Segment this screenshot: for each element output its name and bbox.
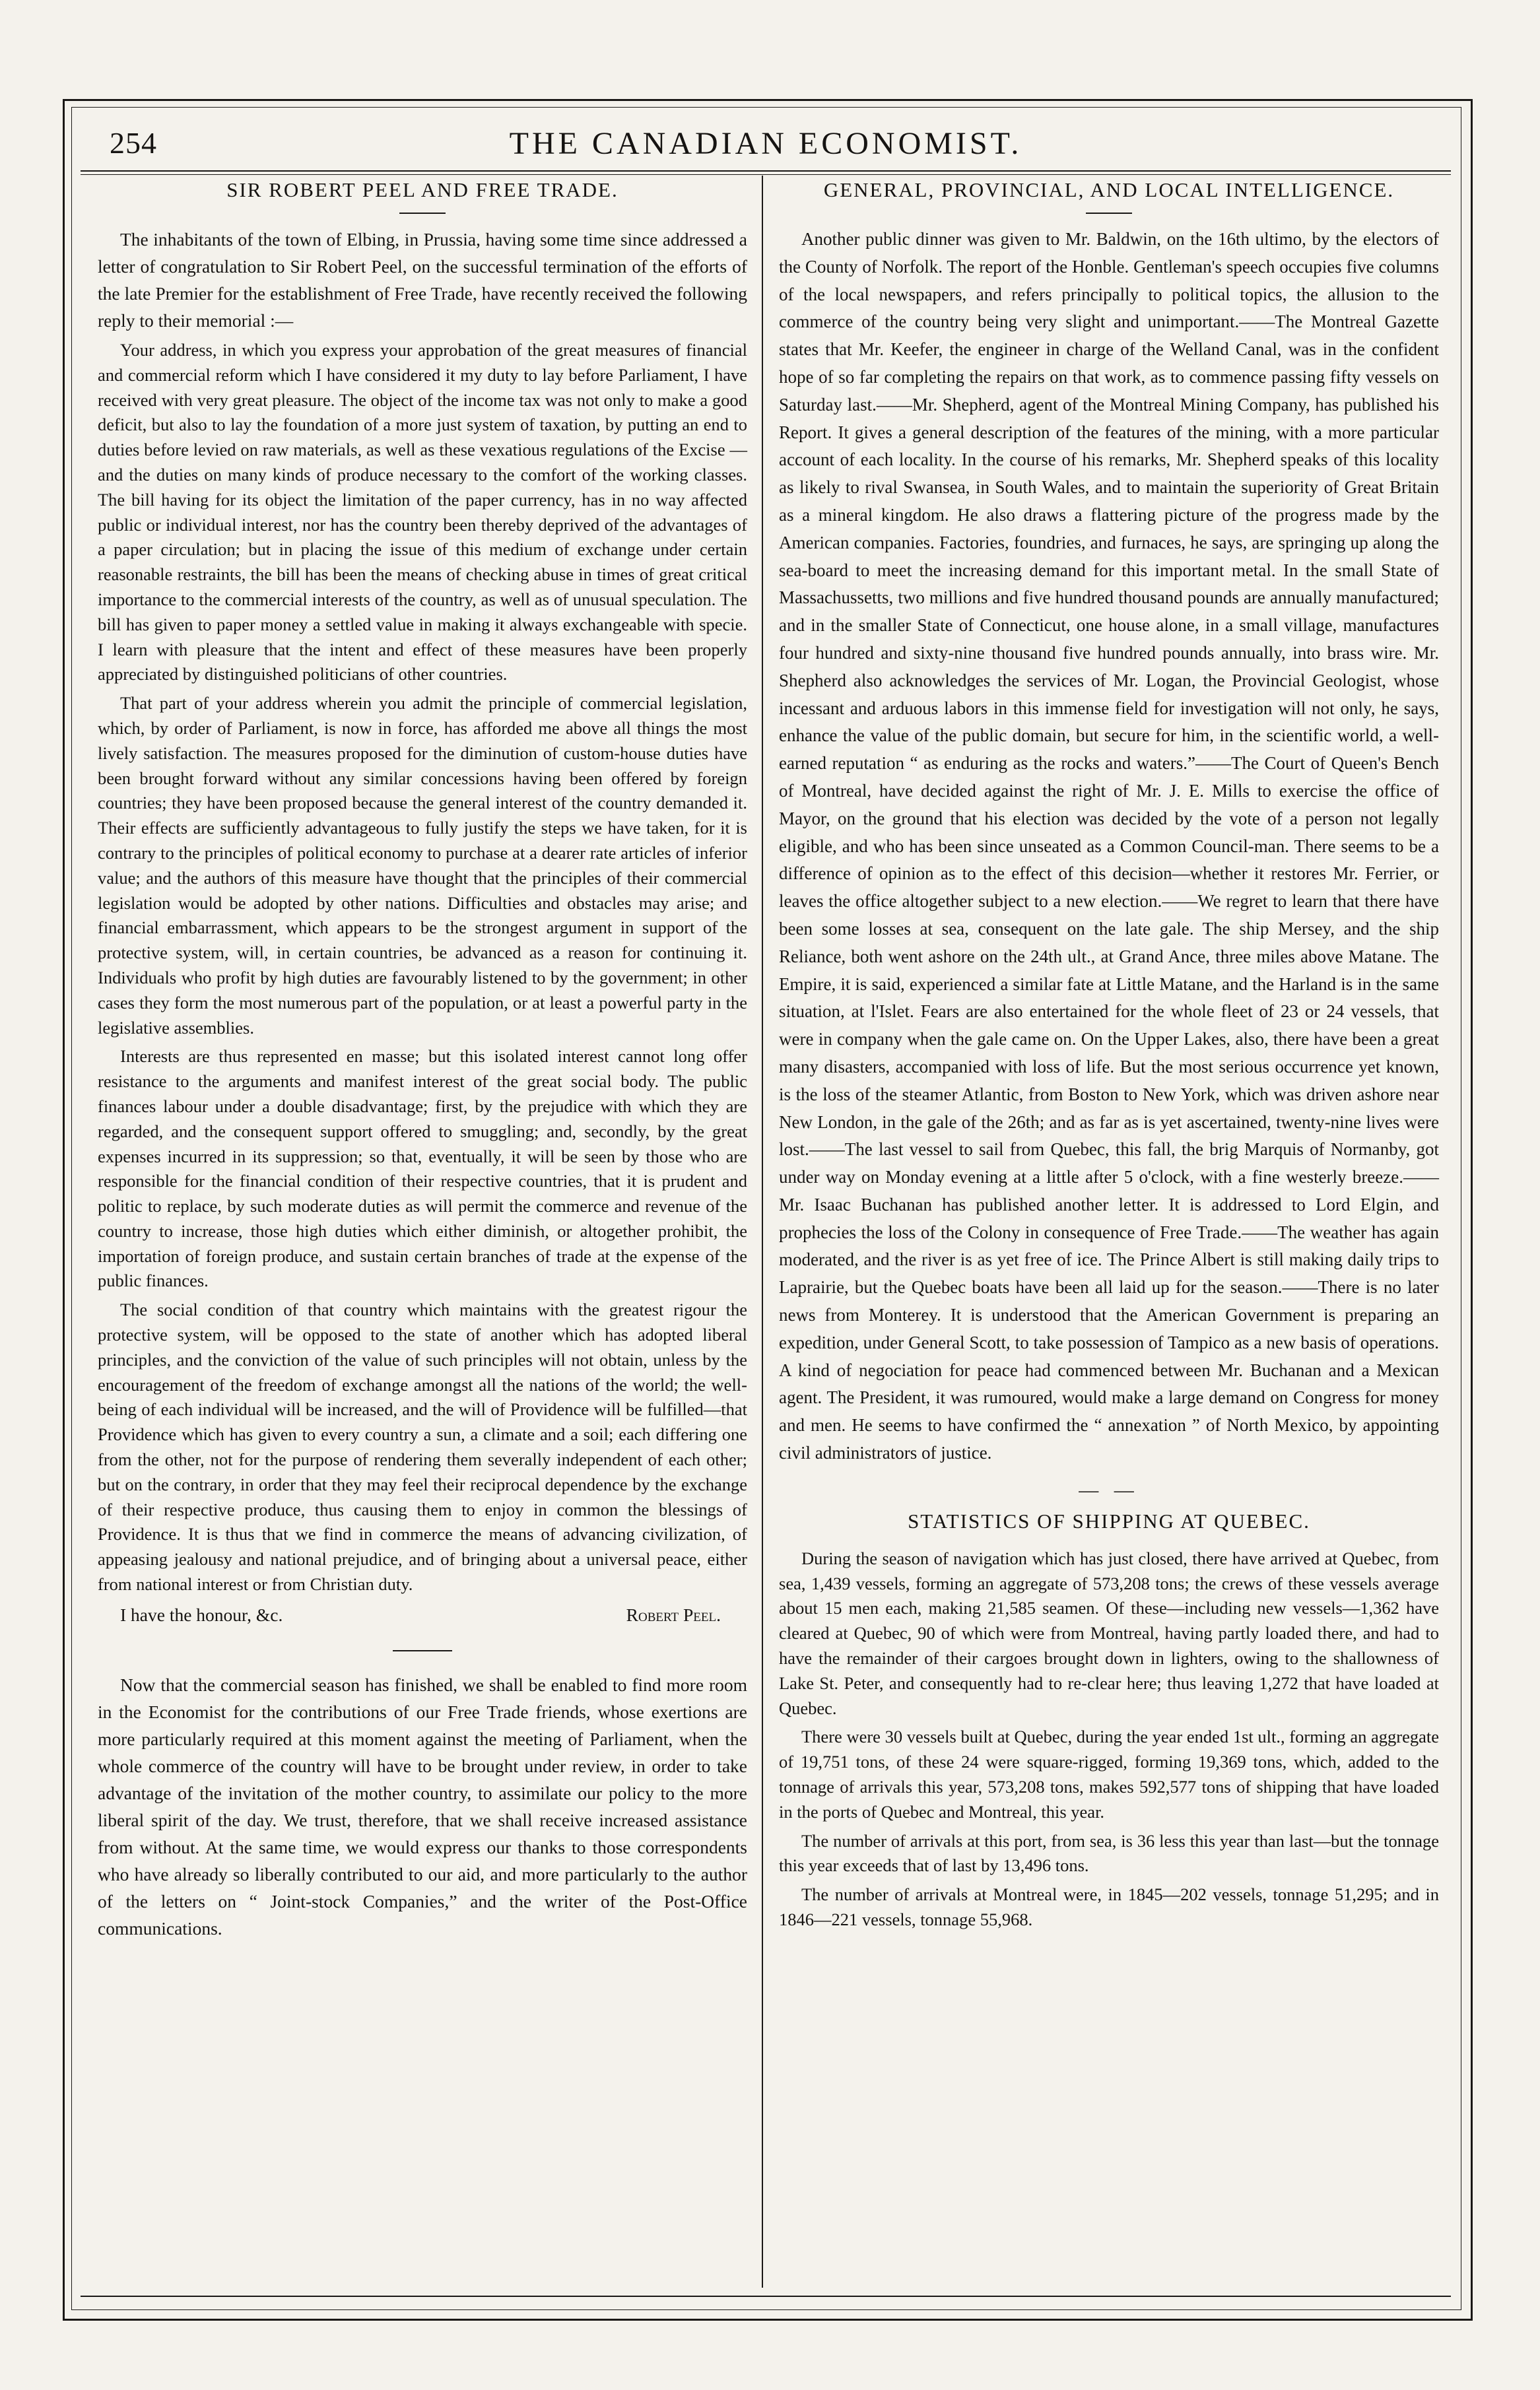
title-rule [1086, 213, 1132, 214]
peel-letter-paragraph: Interests are thus represented en masse; but this isolated interest cannot long offer resistance to the arguments and manifest interest of the great social body. The public finances labour under a double disadvantage; first, by the prejudice with which they are regarded, and the consequent support offered to smuggling; and, secondly, by the great expenses incurred in its suppression; so that, eventually, it will be seen by those who are responsible for the financial condition of their respective countries, that it is prudent and politic to replace, by such moderate duties as will permit the commerce and revenue of the country to increase, those high duties which either diminish, or altogether prohibit, the importation of foreign produce, and sustain certain branches of trade at the expense of the public finances. [98, 1046, 747, 1291]
intelligence-text: Another public dinner was given to Mr. Baldwin, on the 16th ultimo, by the electors of the County of Norfolk. The report of the Honble. Gentleman's speech occupies five columns of the local newspapers, and refers principally to political topics, the allusion to the commerce of the country being very slight and unimportant.——The Montreal Gazette states that Mr. Keefer, the engineer in charge of the Welland Canal, was in the confident hope of so far completing the repairs on that work, as to commence passing fifty vessels on Saturday last.——Mr. Shepherd, agent of the Montreal Mining Company, has published his Report. It gives a general description of the features of the mining, with a more particular account of each locality. In the course of his remarks, Mr. Shepherd speaks of this locality as likely to rival Swansea, in South Wales, and to maintain the superiority of Great Britain as a mineral kingdom. He also draws a flattering picture of the progress made by the American companies. Factories, foundries, and furnaces, he says, are springing up along the sea-board to meet the increasing demand for this important metal. In the small State of Massachussetts, two millions and five hundred thousand pounds are annually manufactured; and in the smaller State of Connecticut, one house alone, in a small village, manufactures four hundred and sixty-nine thousand five hundred pounds annually, into brass wire. Mr. Shepherd also acknowledges the services of Mr. Logan, the Provincial Geologist, whose incessant and arduous labors in this immense field for investigation will not only, he says, enhance the value of the public domain, but secure for him, in the scientific world, a well-earned reputation “ as enduring as the rocks and waters.”——The Court of Queen's Bench of Montreal, have decided against the right of Mr. J. E. Mills to exercise the office of Mayor, on the ground that his election was decided by the vote of a person not legally eligible, and who has been since unseated as a Common Council-man. There seems to be a difference of opinion as to the effect of this decision—whether it restores Mr. Ferrier, or leaves the office altogether subject to a new election.——We regret to learn that there have been some losses at sea, consequent on the late gale. The ship Mersey, and the ship Reliance, both went ashore on the 24th ult., at Grand Ance, three miles above Matane. The Empire, it is said, experienced a similar fate at Little Matane, and the Harland is in the same situation, at l'Islet. Fears are also entertained for the whole fleet of 23 or 24 vessels, that were in company when the gale came on. On the Upper Lakes, also, there have been a great many disasters, accompanied with loss of life. But the most serious occurrence yet known, is the loss of the steamer Atlantic, from Boston to New York, which was driven ashore near New London, in the gale of the 26th; and as far as is yet ascertained, twenty-nine lives were lost.——The last vessel to sail from Quebec, this fall, the brig Marquis of Normanby, got under way on Monday evening at a little after 5 o'clock, with a fine westerly breeze.——Mr. Isaac Buchanan has published another letter. It is addressed to Lord Elgin, and prophecies the loss of the Colony in consequence of Free Trade.——The weather has again moderated, and the river is as yet free of ice. The Prince Albert is still making daily trips to Laprairie, but the Quebec boats have been all laid up for the season.——There is no later news from Monterey. It is understood that the American Government is preparing an expedition, under General Scott, to take possession of Tampico as a new basis of operations. A kind of negociation for peace had commenced between Mr. Buchanan and a Mexican agent. The President, it was rumoured, would make a large demand on Congress for money and men. He seems to have confirmed the “ annexation ” of North Mexico, by appointing civil administrators of justice. [779, 229, 1439, 1463]
peel-signoff [98, 1601, 747, 1629]
closing-phrase: I have the honour, &c. [120, 1604, 283, 1625]
footer-rule [81, 2296, 1451, 2297]
peel-letter-paragraph: Your address, in which you express your approbation of the great measures of financial and commercial reform which I have considered it my duty to lay before Parliament, I have received with very great pleasure. The object of the income tax was not only to make a good deficit, but also to lay the foundation of a more just system of taxation, by putting an end to duties before levied on raw materials, as well as these vexatious regulations of the Excise —and the duties on many kinds of produce necessary to the comfort of the working classes. The bill having for its object the limitation of the paper currency, has in no way affected public or individual interest, nor has the country been thereby deprived of the advantages of a paper circulation; but in placing the issue of this medium of exchange under certain reasonable restraints, the bill has been the means of checking abuse in times of great critical importance to the commercial interests of the country, as well as of unusual speculation. The bill has given to paper money a settled value in making it always exchangeable with specie. I learn with pleasure that the intent and effect of these measures have been properly appreciated by distinguished politicians of other countries. [98, 340, 747, 684]
column-divider [762, 176, 763, 2288]
statistics-title: STATISTICS OF SHIPPING AT QUEBEC. [908, 1509, 1310, 1533]
section-rule [393, 1650, 452, 1651]
page-header [81, 125, 1451, 168]
statistics-paragraph: The number of arrivals at this port, from sea, is 36 less this year than last—but the tonnage this year exceeds that of last by 13,496 tons. [779, 1830, 1439, 1876]
signature: Robert Peel. [626, 1604, 721, 1625]
journal-title: THE CANADIAN ECONOMIST. [509, 126, 1022, 161]
right-column [779, 178, 1439, 1937]
peel-letter [98, 338, 747, 1597]
statistics-paragraph: There were 30 vessels built at Quebec, during the year ended 1st ult., forming an aggregate of 19,751 tons, of these 24 were square-rigged, forming 19,369 tons, which, added to the tonnage of arrivals this year, 573,208 tons, makes 592,577 tons of shipping that have loaded in the ports of Quebec and Montreal, this year. [779, 1727, 1439, 1822]
left-column [98, 178, 747, 1946]
editorial-note-text: Now that the commercial season has finished, we shall be enabled to find more room in the Economist for the contributions of our Free Trade friends, whose exertions are more particularly required at this moment against the meeting of Parliament, when the whole commerce of the country will have to be brought under review, in order to take advantage of the invitation of the mother country, to assimilate our policy to the more liberal spirit of the day. We trust, therefore, that we shall receive increased assistance from without. At the same time, we would express our thanks to those correspondents who have already so liberally contributed to our aid, and more particularly to the author of the letters on “ Joint-stock Companies,” and the writer of the Post-Office communications. [98, 1674, 747, 1939]
intelligence-title: GENERAL, PROVINCIAL, AND LOCAL INTELLIGENCE. [823, 178, 1395, 201]
peel-article [98, 178, 747, 1629]
title-rule [399, 213, 446, 214]
intelligence-article [779, 178, 1439, 1467]
peel-letter-paragraph: That part of your address wherein you admit the principle of commercial legislation, which, by order of Parliament, is now in force, has afforded me above all things the most lively satisfaction. The measures proposed for the diminution of custom-house duties have been brought forward without any similar concessions having been offered by foreign countries; they have been proposed because the general interest of the country demanded it. Their effects are sufficiently advantageous to fully justify the steps we have taken, for it is contrary to the principles of political economy to purchase at a dearer rate articles of inferior value; and the authors of this measure have thought that the principles of their commercial legislation would be adopted by other nations. Difficulties and obstacles may arise; and financial embarrassment, which appears to be the strongest argument in support of the protective system, will, in certain countries, be advanced as a reason for continuing it. Individuals who profit by high duties are favourably listened to by the government; in other cases they form the most numerous part of the population, or at least a powerful party in the legislative assemblies. [98, 693, 747, 1038]
statistics-paragraph: The number of arrivals at Montreal were, in 1845—202 vessels, tonnage 51,295; and in 1846—221 vessels, tonnage 55,968. [779, 1884, 1439, 1930]
statistics-paragraph: During the season of navigation which has just closed, there have arrived at Quebec, from sea, 1,439 vessels, forming an aggregate of 573,208 tons; the crews of these vessels average about 15 men each, making 21,585 seamen. Of these—including new vessels—1,362 have cleared at Quebec, 90 of which were from Montreal, having partly loaded there, and had to have the remainder of their cargoes brought down in lighters, owing to the shallowness of Lake St. Peter, and consequently had to re-clear here; thus leaving 1,272 that have loaded at Quebec. [779, 1548, 1439, 1718]
peel-intro: The inhabitants of the town of Elbing, in Prussia, having some time since addressed a letter of congratulation to Sir Robert Peel, on the successful termination of the efforts of the late Premier for the establishment of Free Trade, have recently received the following reply to their memorial :— [98, 229, 747, 331]
statistics-article [779, 1510, 1439, 1933]
page-number: 254 [110, 126, 157, 160]
peel-article-title: SIR ROBERT PEEL AND FREE TRADE. [226, 178, 619, 201]
separator-mark: — — [1079, 1478, 1139, 1501]
editorial-note [98, 1671, 747, 1942]
header-rule [81, 170, 1451, 175]
peel-letter-paragraph: The social condition of that country which maintains with the greatest rigour the protective system, will be opposed to the state of another which has adopted liberal principles, and the conviction of the value of such principles will not obtain, unless by the encouragement of the freedom of exchange amongst all the nations of the world; the well-being of each individual will be increased, and the will of Providence will be fulfilled—that Providence which has given to every country a sun, a climate and a soil; each differing one from the other, not for the purpose of rendering them severally independent of each other; but on the contrary, in order that they may feel their reciprocal dependence by the exchange of their respective produce, thus causing them to enjoy in common the blessings of Providence. It is thus that we find in commerce the means of advancing civilization, of appeasing jealousy and national prejudice, and of bringing about a universal peace, either from national interest or from Christian duty. [98, 1300, 747, 1595]
